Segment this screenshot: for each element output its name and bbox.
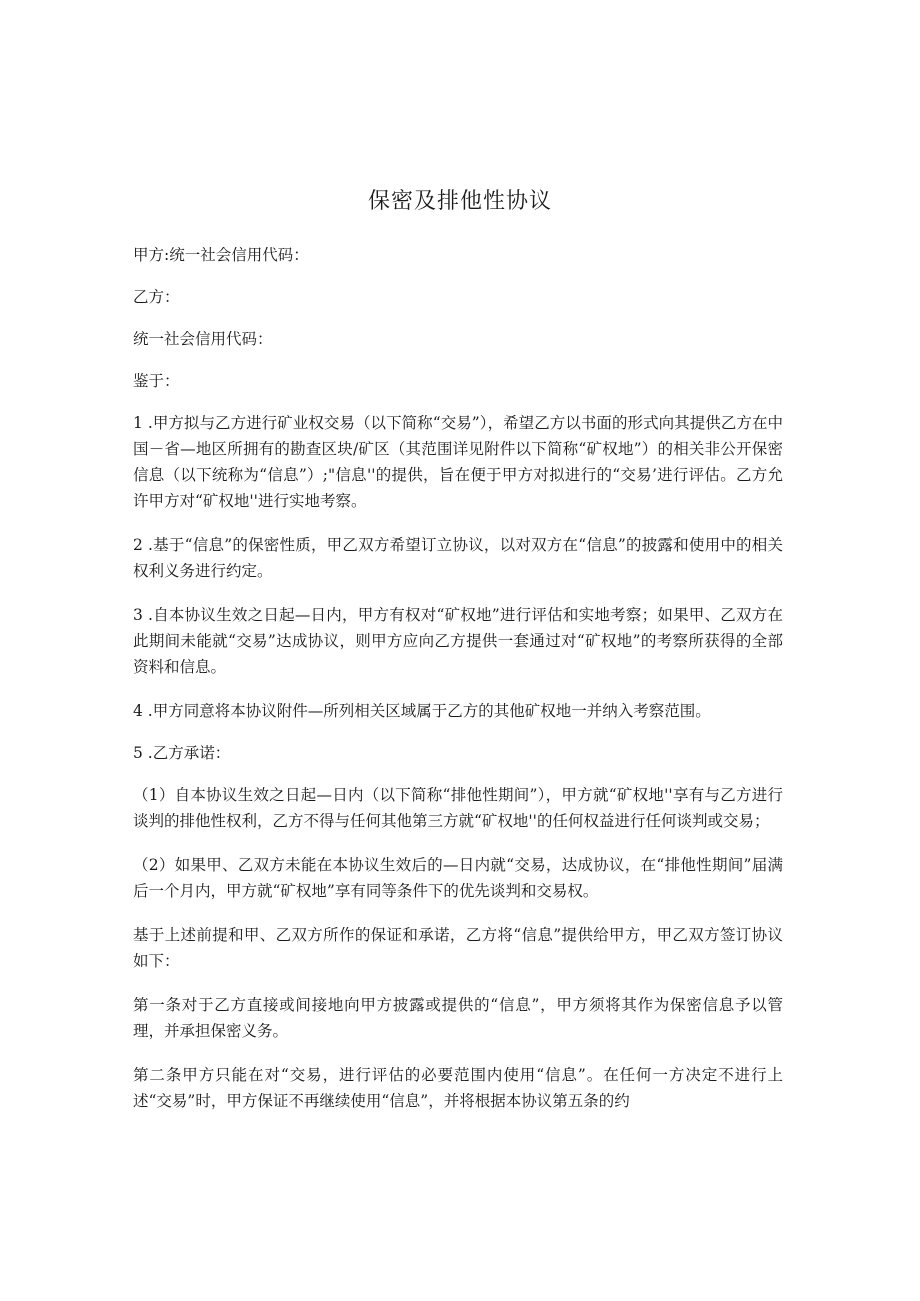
party-b-code-line: 统一社会信用代码： — [133, 330, 273, 348]
clause-5-item-2: （2）如果甲、乙双方未能在本协议生效后的—日内就“交易，达成协议，在“排他性期间”届满后一个月内，甲方就“矿权地”享有同等条件下的优先谈判和交易权。 — [133, 856, 783, 900]
premise-paragraph: 基于上述前提和甲、乙双方所作的保证和承诺，乙方将“信息”提供给甲方，甲乙双方签订协议如下： — [133, 926, 783, 970]
document-body — [133, 242, 783, 1132]
document-title: 保密及排他性协议 — [367, 189, 552, 214]
party-b-line: 乙方： — [133, 288, 180, 306]
article-1: 第一条对于乙方直接或间接地向甲方披露或提供的“信息”，甲方须将其作为保密信息予以管理，并承担保密义务。 — [133, 996, 783, 1040]
party-a-line: 甲方:统一社会信用代码： — [133, 246, 309, 264]
clause-3: 3 .自本协议生效之日起—日内，甲方有权对“矿权地”进行评估和实地考察；如果甲、乙双方在此期间未能就“交易”达成协议，则甲方应向乙方提供一套通过对“矿权地”的考察所获得的全部资料和信息。 — [133, 606, 783, 676]
clause-5-item-1: （1）自本协议生效之日起—日内（以下简称“排他性期间”），甲方就“矿权地''享有与乙方进行谈判的排他性权利，乙方不得与任何其他第三方就“矿权地''的任何权益进行任何谈判或交易； — [133, 786, 783, 830]
clause-4: 4 .甲方同意将本协议附件—所列相关区域属于乙方的其他矿权地一并纳入考察范围。 — [133, 702, 711, 720]
article-2: 第二条甲方只能在对“交易，进行评估的必要范围内使用“信息”。在任何一方决定不进行上述“交易”时，甲方保证不再继续使用“信息”，并将根据本协议第五条的约 — [133, 1066, 783, 1110]
clause-2: 2 .基于“信息”的保密性质，甲乙双方希望订立协议，以对双方在“信息”的披露和使用中的相关权利义务进行约定。 — [133, 536, 783, 580]
whereas-heading: 鉴于： — [133, 372, 180, 390]
clause-5: 5 .乙方承诺： — [133, 744, 231, 762]
clause-1: 1 .甲方拟与乙方进行矿业权交易（以下简称“交易”），希望乙方以书面的形式向其提供乙方在中国－省—地区所拥有的勘查区块/矿区（其范围详见附件以下简称“矿权地”）的相关非公开保密信息（以下统称为“信息”）;"信息''的提供，旨在便于甲方对拟进行的“交易’进行评估。乙方允许甲方对“矿权地''进行实地考察。 — [133, 414, 783, 510]
